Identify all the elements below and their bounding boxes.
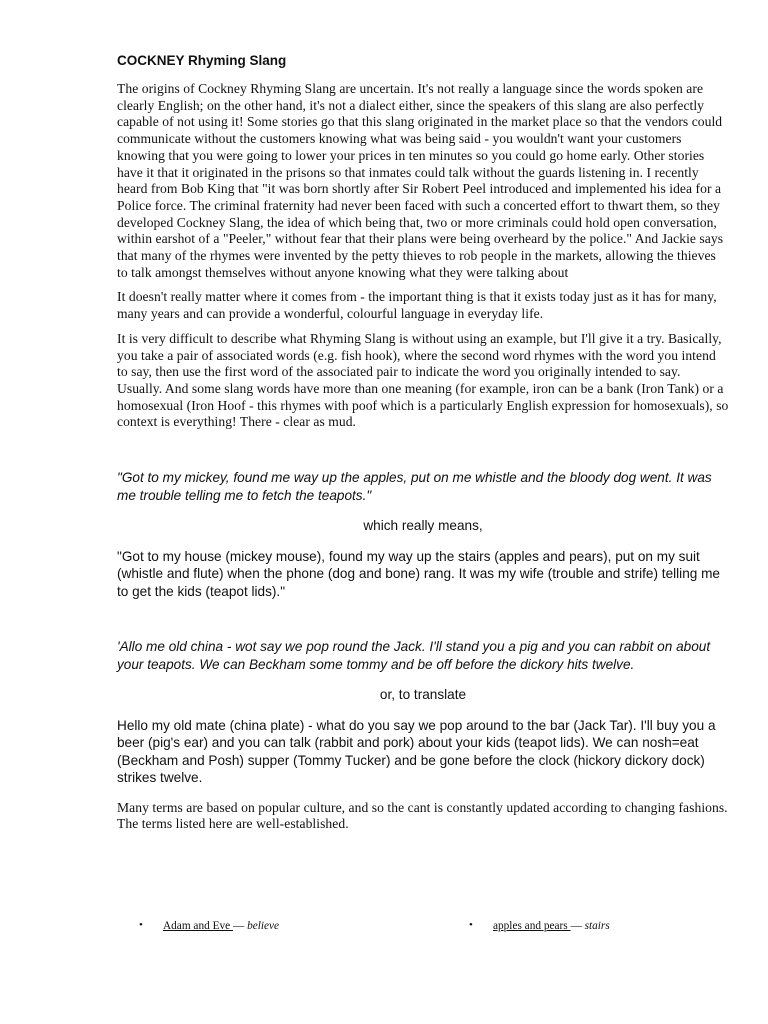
term-meaning: stairs <box>584 920 610 932</box>
term-meaning: believe <box>247 920 280 932</box>
list-item <box>469 919 610 932</box>
example1-connector: which really means, <box>363 518 483 534</box>
example1-translation: "Got to my house (mickey mouse), found my way up the stairs (apples and pears), put on my suit (whistle and flute) when the phone (dog and bone) rang. It was my wife (trouble and strife) telling me to get the kids (teapot lids)." <box>117 548 720 599</box>
list-item <box>139 919 280 932</box>
term-slang-link[interactable]: apples and pears <box>493 920 571 932</box>
paragraph-origins: The origins of Cockney Rhyming Slang are uncertain. It's not really a language since the words spoken are clearly English; on the other hand, it's not a dialect either, since the speakers of this slang are also perfectly capable of not using it! Some stories go that this slang originated in the market place so that the vendors could communicate without the customers knowing what was being said - you wouldn't want your customers knowing that you were going to lower your prices in ten minutes so you could go home early. Other stories have it that it originated in the prisons so that inmates could talk without the guards listening in. I recently heard from Bob King that "it was born shortly after Sir Robert Peel introduced and implemented his idea for a Police force. The criminal fraternity had never been faced with such a concerted effort to thwart them, so they developed Cockney Slang, the idea of which being that, two or more criminals could hold open conversation, within earshot of a "Peeler," without fear that their plans were being overheard by the police." And Jackie says that many of the rhymes were invented by the petty thieves to rob people in the markets, allowing the thieves to talk amongst themselves without anyone knowing what they were talking about <box>117 81 724 280</box>
bullet-icon: • <box>139 919 143 931</box>
paragraph-closing: Many terms are based on popular culture, and so the cant is constantly updated according to changing fashions. The terms listed here are well-established. <box>117 799 728 832</box>
document-body <box>117 52 729 841</box>
term-dash: — <box>232 920 248 932</box>
paragraph-importance: It doesn't really matter where it comes from - the important thing is that it exists today just as it has for many, many years and can provide a wonderful, colourful language in everyday life. <box>117 289 717 322</box>
bullet-icon: • <box>469 919 473 931</box>
example2-quote: 'Allo me old china - wot say we pop round the Jack. I'll stand you a pig and you can rabbit on about your teapots. We can Beckham some tommy and be off before the dickory hits twelve. <box>117 639 711 672</box>
example2-translation: Hello my old mate (china plate) - what do you say we pop around to the bar (Jack Tar). I'll buy you a beer (pig's ear) and you can talk (rabbit and pork) about your kids (teapot lids). We can nosh=eat (Beckham and Posh) supper (Tommy Tucker) and be gone before the clock (hickory dickory dock) strikes twelve. <box>117 717 716 786</box>
term-slang-link[interactable]: Adam and Eve <box>163 920 233 932</box>
term-dash: — <box>570 920 585 932</box>
example2-connector: or, to translate <box>379 687 467 703</box>
paragraph-explanation: It is very difficult to describe what Rhyming Slang is without using an example, but I'll give it a try. Basically, you take a pair of associated words (e.g. fish hook), where the second word rhymes with the word you intend to say, then use the first word of the associated pair to indicate the word you originally intended to say. Usually. And some slang words have more than one meaning (for example, iron can be a bank (Iron Tank) or a homosexual (Iron Hoof - this rhymes with poof which is a particularly English expression for homosexuals), so context is everything! There - clear as mud. <box>117 330 729 430</box>
page-title: COCKNEY Rhyming Slang <box>117 53 287 68</box>
example1-quote: "Got to my mickey, found me way up the apples, put on me whistle and the bloody dog went. It was me trouble telling me to fetch the teapots." <box>117 470 712 503</box>
